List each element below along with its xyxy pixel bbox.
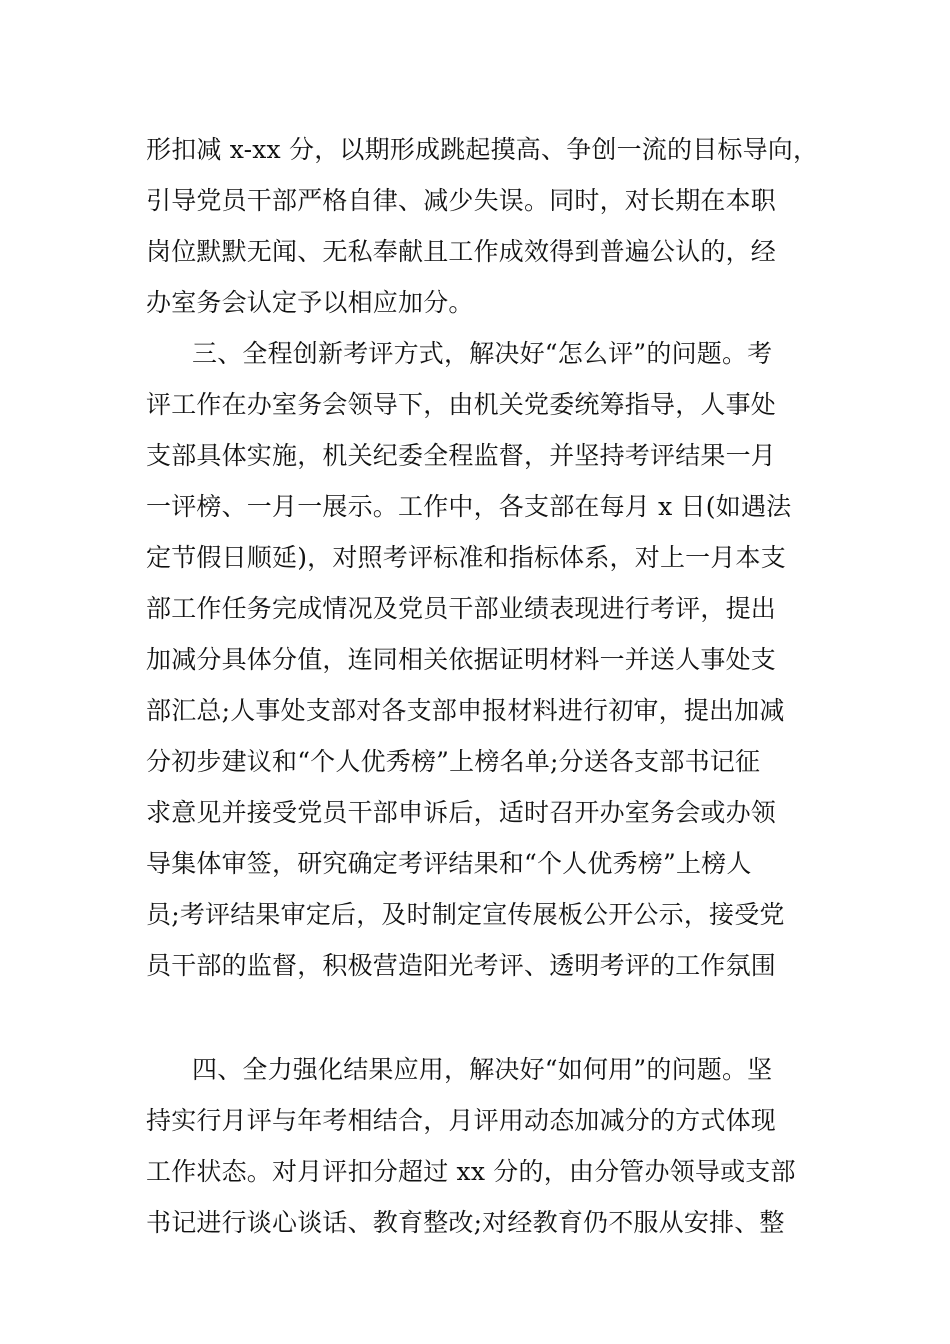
text-line: 书记进行谈心谈话、教育整改;对经教育仍不服从安排、整 bbox=[146, 1208, 785, 1237]
text-line: 加减分具体分值，连同相关依据证明材料一并送人事处支 bbox=[146, 645, 777, 674]
text-line: 办室务会认定予以相应加分。 bbox=[146, 288, 474, 317]
text-line: 引导党员干部严格自律、减少失误。同时，对长期在本职 bbox=[146, 186, 777, 215]
text-line: 部工作任务完成情况及党员干部业绩表现进行考评，提出 bbox=[146, 594, 777, 623]
text-line: 员;考评结果审定后，及时制定宣传展板公开公示，接受党 bbox=[146, 900, 785, 929]
text-line: 求意见并接受党员干部申诉后，适时召开办室务会或办领 bbox=[146, 798, 777, 827]
section-heading-line: 三、全程创新考评方式，解决好“怎么评”的问题。考 bbox=[192, 339, 773, 368]
text-line: 工作状态。对月评扣分超过 xx 分的，由分管办领导或支部 bbox=[146, 1157, 796, 1186]
text-line: 形扣减 x-xx 分，以期形成跳起摸高、争创一流的目标导向， bbox=[146, 135, 819, 164]
text-line: 分初步建议和“个人优秀榜”上榜名单;分送各支部书记征 bbox=[146, 747, 761, 776]
text-line: 一评榜、一月一展示。工作中，各支部在每月 x 日(如遇法 bbox=[146, 492, 792, 521]
text-line: 岗位默默无闻、无私奉献且工作成效得到普遍公认的，经 bbox=[146, 237, 777, 266]
text-line: 导集体审签，研究确定考评结果和“个人优秀榜”上榜人 bbox=[146, 849, 752, 878]
text-line: 员干部的监督，积极营造阳光考评、透明考评的工作氛围 bbox=[146, 951, 777, 980]
text-line: 部汇总;人事处支部对各支部申报材料进行初审，提出加减 bbox=[146, 696, 785, 725]
text-line: 定节假日顺延)，对照考评标准和指标体系，对上一月本支 bbox=[146, 543, 786, 572]
section-heading-line: 四、全力强化结果应用，解决好“如何用”的问题。坚 bbox=[192, 1055, 773, 1084]
text-line: 支部具体实施，机关纪委全程监督，并坚持考评结果一月 bbox=[146, 441, 777, 470]
text-line: 评工作在办室务会领导下，由机关党委统筹指导，人事处 bbox=[146, 390, 777, 419]
text-line: 持实行月评与年考相结合，月评用动态加减分的方式体现 bbox=[146, 1106, 777, 1135]
